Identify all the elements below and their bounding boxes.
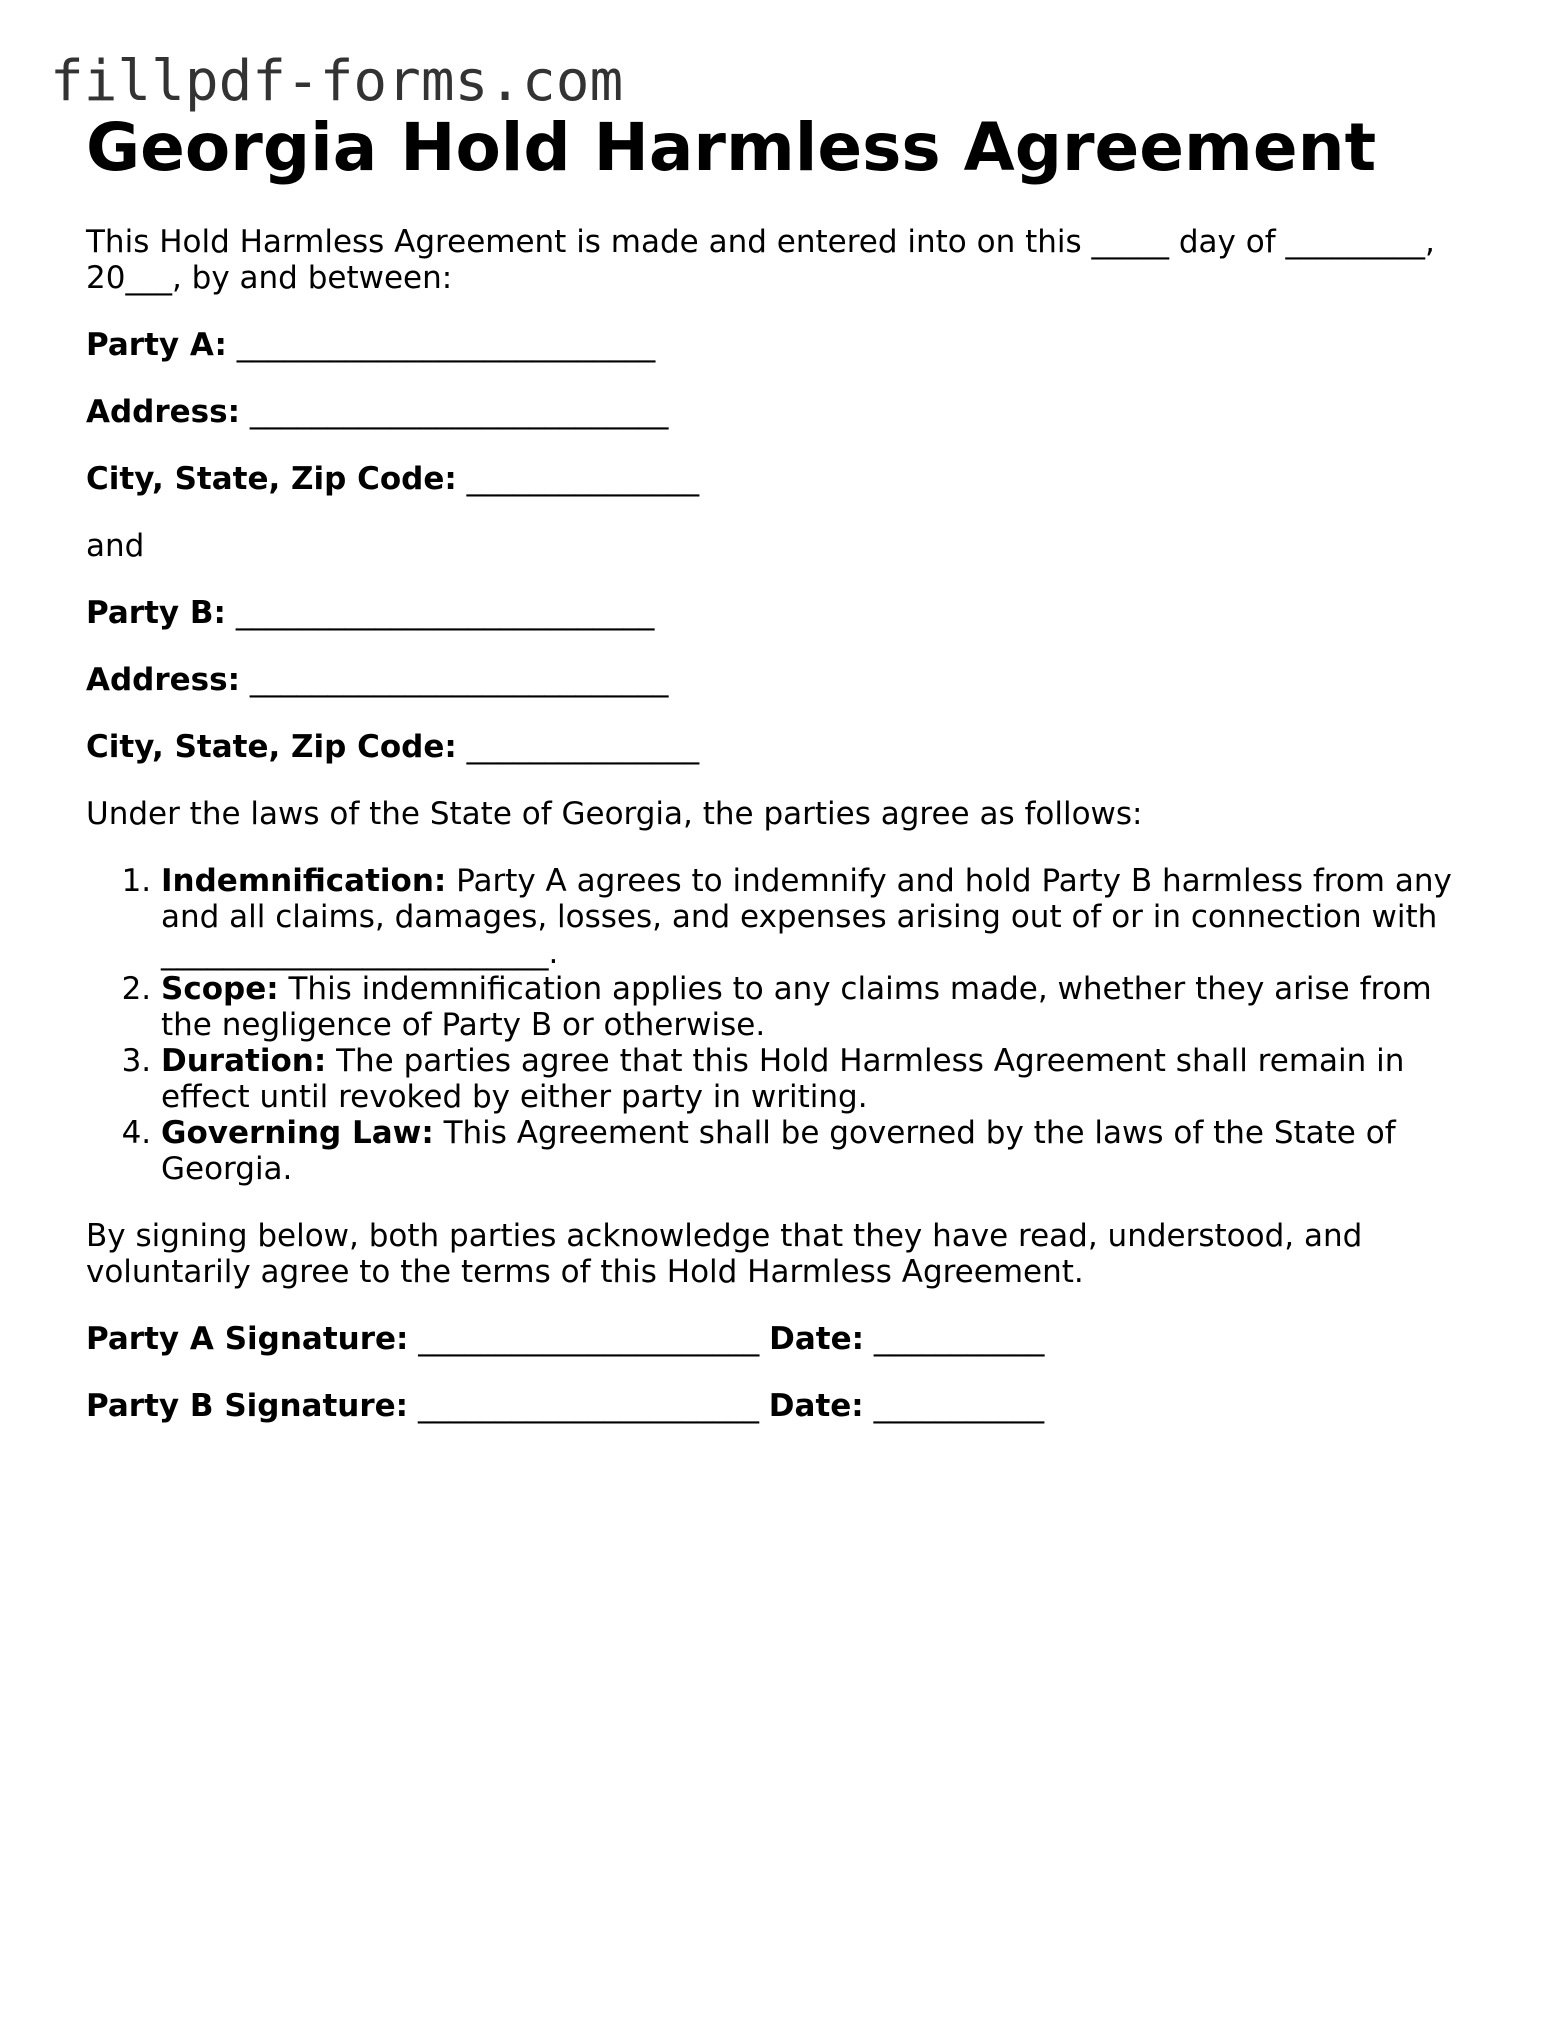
term-heading: Duration:: [161, 1043, 327, 1079]
party-b-city-blank[interactable]: _______________: [466, 729, 700, 765]
party-a-address-blank[interactable]: ___________________________: [249, 394, 669, 430]
term-heading: Indemnification:: [161, 863, 447, 899]
site-watermark: fillpdf-forms.com: [50, 49, 624, 114]
intro-paragraph: This Hold Harmless Agreement is made and entered into on this _____ day of _________, 20___, by and between:: [86, 224, 1435, 296]
term-scope: [161, 971, 1476, 1043]
agreement-document: [86, 108, 1486, 1424]
party-b-address-blank[interactable]: ___________________________: [249, 662, 669, 698]
party-b-address-field: [86, 662, 1486, 698]
party-a-name-field: [86, 327, 1486, 363]
document-title: Georgia Hold Harmless Agreement: [86, 109, 1377, 186]
party-a-city-field: [86, 461, 1486, 497]
term-text: The parties agree that this Hold Harmless Agreement shall remain in effect until revoked by either party in writing.: [161, 1043, 1405, 1115]
party-b-city-field: [86, 729, 1486, 765]
party-b-signature-blank[interactable]: ______________________: [417, 1388, 759, 1424]
party-b-signature-label: Party B Signature:: [86, 1388, 409, 1424]
terms-intro: Under the laws of the State of Georgia, the parties agree as follows:: [86, 796, 1143, 832]
party-b-city-label: City, State, Zip Code:: [86, 729, 457, 765]
term-text: This indemnification applies to any claims made, whether they arise from the negligence of Party B or otherwise.: [161, 971, 1432, 1043]
party-a-address-label: Address:: [86, 394, 240, 430]
party-a-name-label: Party A:: [86, 327, 227, 363]
party-a-signature-blank[interactable]: ______________________: [418, 1321, 760, 1357]
party-a-date-blank[interactable]: ___________: [873, 1321, 1045, 1357]
party-b-name-blank[interactable]: ___________________________: [235, 595, 655, 631]
term-text: Party A agrees to indemnify and hold Party B harmless from any and all claims, damages, losses, and expenses arising out of or in connection with _________________________.: [161, 863, 1452, 971]
and-separator: and: [86, 528, 145, 564]
term-text: This Agreement shall be governed by the laws of the State of Georgia.: [161, 1115, 1396, 1187]
party-a-name-blank[interactable]: ___________________________: [236, 327, 656, 363]
terms-list: [86, 863, 1476, 1187]
term-heading: Scope:: [161, 971, 279, 1007]
party-b-date-blank[interactable]: ___________: [873, 1388, 1045, 1424]
party-a-signature-label: Party A Signature:: [86, 1321, 409, 1357]
party-a-city-label: City, State, Zip Code:: [86, 461, 457, 497]
party-a-date-label: Date:: [769, 1321, 865, 1357]
closing-paragraph: By signing below, both parties acknowledge that they have read, understood, and voluntarily agree to the terms of this Hold Harmless Agreement.: [86, 1218, 1363, 1290]
term-indemnification: [161, 863, 1476, 971]
party-a-signature-line: [86, 1321, 1486, 1357]
party-b-address-label: Address:: [86, 662, 240, 698]
party-a-address-field: [86, 394, 1486, 430]
party-b-date-label: Date:: [768, 1388, 864, 1424]
party-a-city-blank[interactable]: _______________: [466, 461, 700, 497]
term-heading: Governing Law:: [161, 1115, 434, 1151]
party-b-name-field: [86, 595, 1486, 631]
party-b-signature-line: [86, 1388, 1486, 1424]
term-duration: [161, 1043, 1476, 1115]
party-b-name-label: Party B:: [86, 595, 226, 631]
term-governing-law: [161, 1115, 1476, 1187]
